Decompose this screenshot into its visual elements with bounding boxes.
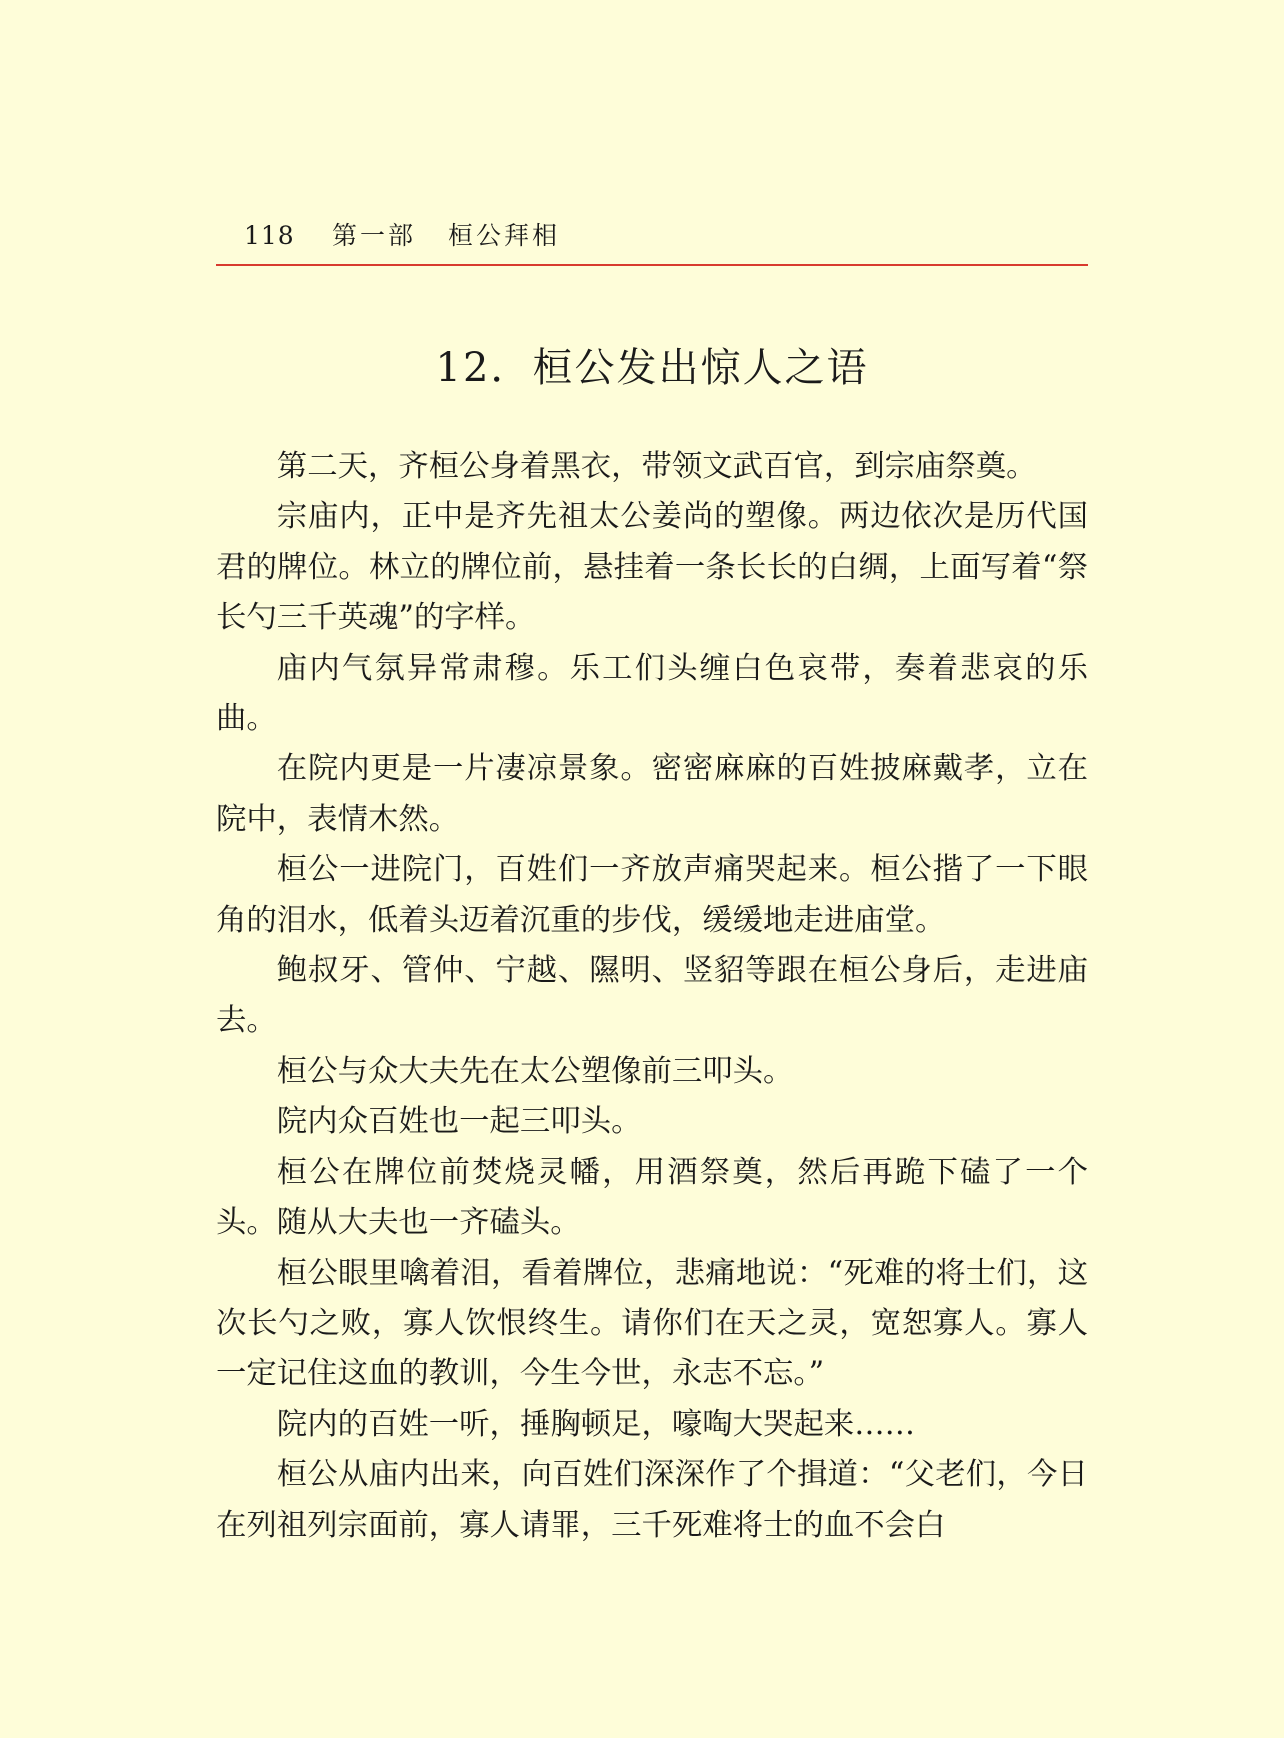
paragraph: 桓公与众大夫先在太公塑像前三叩头。 — [276, 1053, 794, 1089]
running-header — [216, 220, 1088, 260]
body-text — [216, 442, 1088, 1551]
paragraph: 在院内更是一片凄凉景象。密密麻麻的百姓披麻戴孝，立在院中，表情木然。 — [216, 751, 1088, 837]
paragraph: 院内的百姓一听，捶胸顿足，嚎啕大哭起来…… — [276, 1406, 916, 1442]
paragraph: 院内众百姓也一起三叩头。 — [276, 1104, 642, 1140]
header-divider — [216, 264, 1088, 266]
section-title: 12．桓公发出惊人之语 — [435, 345, 869, 391]
paragraph: 桓公眼里噙着泪，看着牌位，悲痛地说：“死难的将士们，这次长勺之败，寡人饮恨终生。请你们在天之灵，宽恕寡人。寡人一定记住这血的教训，今生今世，永志不忘。” — [216, 1255, 1088, 1392]
paragraph: 庙内气氛异常肃穆。乐工们头缠白色哀带，奏着悲哀的乐曲。 — [216, 650, 1088, 737]
chapter-name: 桓公拜相 — [448, 221, 561, 250]
paragraph: 宗庙内，正中是齐先祖太公姜尚的塑像。两边依次是历代国君的牌位。林立的牌位前，悬挂着一条长长的白绸，上面写着“祭长勺三千英魂”的字样。 — [216, 499, 1088, 636]
paragraph: 第二天，齐桓公身着黑衣，带领文武百官，到宗庙祭奠。 — [276, 449, 1037, 484]
paragraph: 桓公从庙内出来，向百姓们深深作了个揖道：“父老们，今日在列祖列宗面前，寡人请罪，三千死难将士的血不会白 — [216, 1457, 1088, 1543]
paragraph: 鲍叔牙、管仲、宁越、隰明、竖貂等跟在桓公身后，走进庙去。 — [216, 953, 1088, 1039]
part-title: 第一部 — [332, 221, 417, 250]
paragraph: 桓公在牌位前焚烧灵幡，用酒祭奠，然后再跪下磕了一个头。随从大夫也一齐磕头。 — [216, 1154, 1088, 1241]
paragraph: 桓公一进院门，百姓们一齐放声痛哭起来。桓公揩了一下眼角的泪水，低着头迈着沉重的步伐，缓缓地走进庙堂。 — [216, 852, 1088, 938]
page-number: 118 — [244, 221, 295, 250]
